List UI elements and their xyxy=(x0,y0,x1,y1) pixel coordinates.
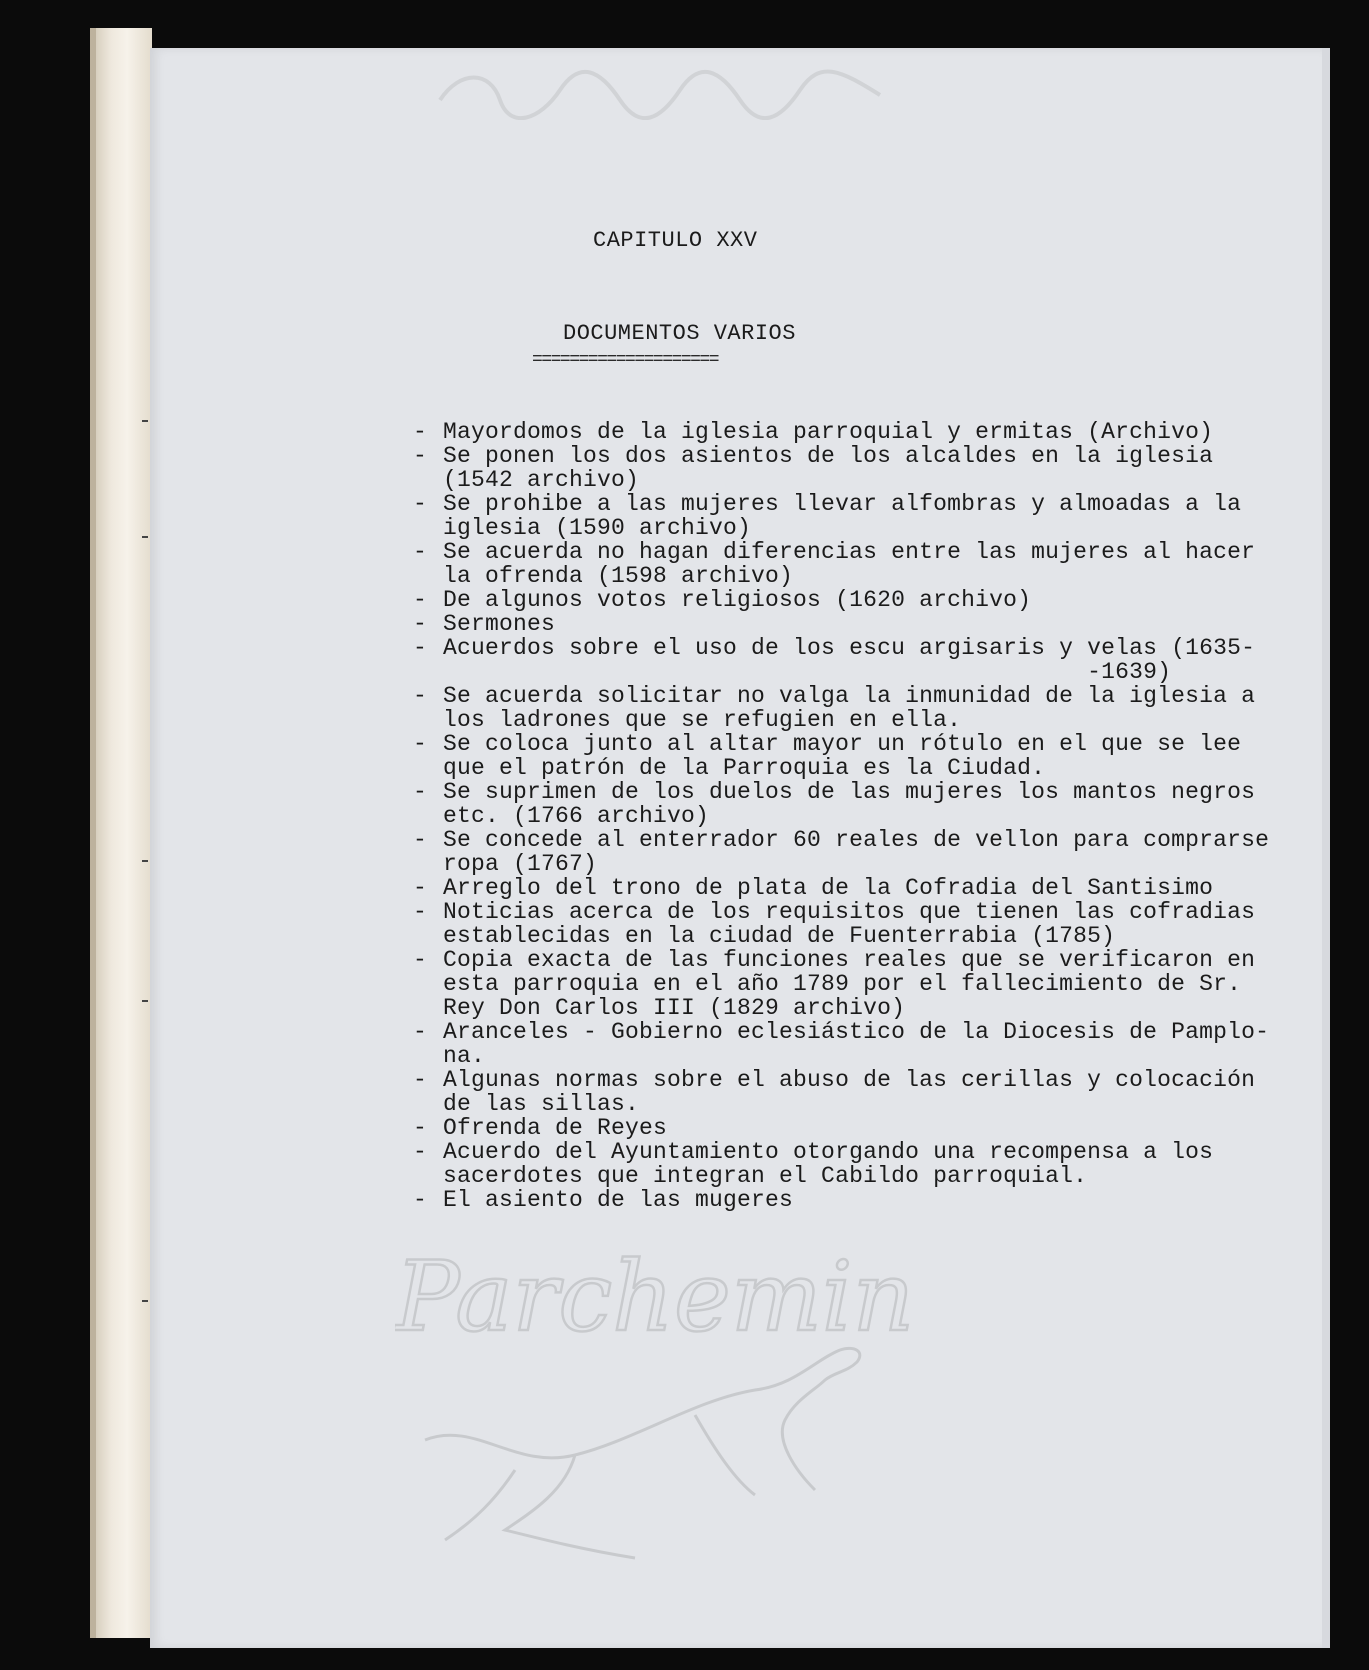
list-item-line: Arreglo del trono de plata de la Cofradia del Santisimo xyxy=(443,875,1214,901)
list-item-line: Aranceles - Gobierno eclesiástico de la Diocesis de Pamplo- xyxy=(443,1019,1270,1045)
list-item xyxy=(413,540,1323,588)
list-item-text xyxy=(443,780,1255,828)
list-item xyxy=(413,612,1323,636)
list-item xyxy=(413,1068,1323,1116)
list-item-line: Se acuerda no hagan diferencias entre las mujeres al hacer xyxy=(443,539,1256,565)
list-item-text xyxy=(443,948,1255,1020)
list-item-text xyxy=(443,900,1255,948)
list-item-line: na. xyxy=(443,1043,486,1069)
list-marker: - xyxy=(413,947,428,973)
list-item-line: Algunas normas sobre el abuso de las cerillas y colocación xyxy=(443,1067,1256,1093)
list-item xyxy=(413,444,1323,492)
list-item-line: Mayordomos de la iglesia parroquial y ermitas (Archivo) xyxy=(443,419,1214,445)
list-item-text xyxy=(443,876,1213,900)
list-item xyxy=(413,1140,1323,1188)
list-item xyxy=(413,828,1323,876)
list-marker: - xyxy=(413,635,428,661)
list-item-line: -1639) xyxy=(443,659,1172,685)
list-marker: - xyxy=(413,1139,428,1165)
list-item-text xyxy=(443,828,1269,876)
bleed-through-watermark-icon xyxy=(430,60,890,120)
list-item-line: sacerdotes que integran el Cabildo parroquial. xyxy=(443,1163,1088,1189)
list-item-line: De algunos votos religiosos (1620 archivo) xyxy=(443,587,1032,613)
list-item xyxy=(413,636,1323,684)
list-item-line: Se ponen los dos asientos de los alcaldes en la iglesia xyxy=(443,443,1214,469)
document-list xyxy=(413,420,1323,1212)
list-item-line: etc. (1766 archivo) xyxy=(443,803,710,829)
list-item-text xyxy=(443,636,1255,684)
list-item-line: esta parroquia en el año 1789 por el fallecimiento de Sr. xyxy=(443,971,1242,997)
list-item xyxy=(413,948,1323,1020)
book-binding xyxy=(90,28,152,1638)
binding-edge xyxy=(90,28,96,1638)
list-marker: - xyxy=(413,1115,428,1141)
list-item xyxy=(413,1020,1323,1068)
list-marker: - xyxy=(413,1067,428,1093)
list-item xyxy=(413,1188,1323,1212)
list-marker: - xyxy=(413,443,428,469)
list-marker: - xyxy=(413,587,428,613)
list-item-line: Copia exacta de las funciones reales que se verificaron en xyxy=(443,947,1256,973)
list-item xyxy=(413,684,1323,732)
list-item-text xyxy=(443,1068,1255,1116)
list-item-line: Sermones xyxy=(443,611,556,637)
list-item-text xyxy=(443,1020,1269,1068)
list-item-line: la ofrenda (1598 archivo) xyxy=(443,563,794,589)
list-item-text xyxy=(443,540,1255,588)
list-item-line: establecidas en la ciudad de Fuenterrabia (1785) xyxy=(443,923,1116,949)
list-item-text xyxy=(443,732,1241,780)
section-underline: ==================== xyxy=(532,350,719,370)
chapter-title: CAPITULO XXV xyxy=(593,228,758,253)
list-item-line: que el patrón de la Parroquia es la Ciudad. xyxy=(443,755,1046,781)
list-marker: - xyxy=(413,779,428,805)
list-marker: - xyxy=(413,899,428,925)
list-marker: - xyxy=(413,1187,428,1213)
list-item xyxy=(413,420,1323,444)
list-item xyxy=(413,1116,1323,1140)
list-item-line: Acuerdos sobre el uso de los escu argisaris y velas (1635- xyxy=(443,635,1256,661)
watermark-text: Parchemin xyxy=(395,1241,915,1353)
list-marker: - xyxy=(413,827,428,853)
list-item-line: Se prohibe a las mujeres llevar alfombras y almoadas a la xyxy=(443,491,1242,517)
list-item-line: El asiento de las mugeres xyxy=(443,1187,794,1213)
list-item-text xyxy=(443,420,1213,444)
list-item xyxy=(413,588,1323,612)
list-item-line: Ofrenda de Reyes xyxy=(443,1115,668,1141)
list-item-line: ropa (1767) xyxy=(443,851,598,877)
binding-tick xyxy=(142,1300,148,1302)
list-item xyxy=(413,492,1323,540)
list-item xyxy=(413,780,1323,828)
list-item-line: Se concede al enterrador 60 reales de vellon para comprarse xyxy=(443,827,1270,853)
list-item-text xyxy=(443,684,1255,732)
list-item xyxy=(413,876,1323,900)
list-item-text xyxy=(443,588,1031,612)
list-marker: - xyxy=(413,491,428,517)
list-item-line: Se acuerda solicitar no valga la inmunidad de la iglesia a xyxy=(443,683,1256,709)
page-edge xyxy=(1322,48,1330,1648)
list-item xyxy=(413,900,1323,948)
greyhound-watermark-icon xyxy=(395,1240,935,1600)
list-item-line: Rey Don Carlos III (1829 archivo) xyxy=(443,995,906,1021)
list-marker: - xyxy=(413,731,428,757)
list-marker: - xyxy=(413,1019,428,1045)
list-item-text xyxy=(443,612,555,636)
list-item-text xyxy=(443,1188,793,1212)
list-marker: - xyxy=(413,419,428,445)
list-marker: - xyxy=(413,539,428,565)
section-title: DOCUMENTOS VARIOS xyxy=(563,321,796,346)
list-item-line: Se coloca junto al altar mayor un rótulo en el que se lee xyxy=(443,731,1242,757)
binding-tick xyxy=(142,860,148,862)
list-item-text xyxy=(443,1140,1213,1188)
list-marker: - xyxy=(413,875,428,901)
list-item-line: de las sillas. xyxy=(443,1091,640,1117)
list-item-line: iglesia (1590 archivo) xyxy=(443,515,752,541)
list-marker: - xyxy=(413,683,428,709)
list-item-line: los ladrones que se refugien en ella. xyxy=(443,707,962,733)
binding-tick xyxy=(142,420,148,422)
list-item-line: Se suprimen de los duelos de las mujeres los mantos negros xyxy=(443,779,1256,805)
list-item xyxy=(413,732,1323,780)
binding-tick xyxy=(142,536,148,538)
list-item-line: Noticias acerca de los requisitos que tienen las cofradias xyxy=(443,899,1256,925)
binding-tick xyxy=(142,1000,148,1002)
list-item-text xyxy=(443,444,1213,492)
list-item-line: (1542 archivo) xyxy=(443,467,640,493)
list-marker: - xyxy=(413,611,428,637)
list-item-text xyxy=(443,492,1241,540)
list-item-text xyxy=(443,1116,667,1140)
list-item-line: Acuerdo del Ayuntamiento otorgando una recompensa a los xyxy=(443,1139,1214,1165)
